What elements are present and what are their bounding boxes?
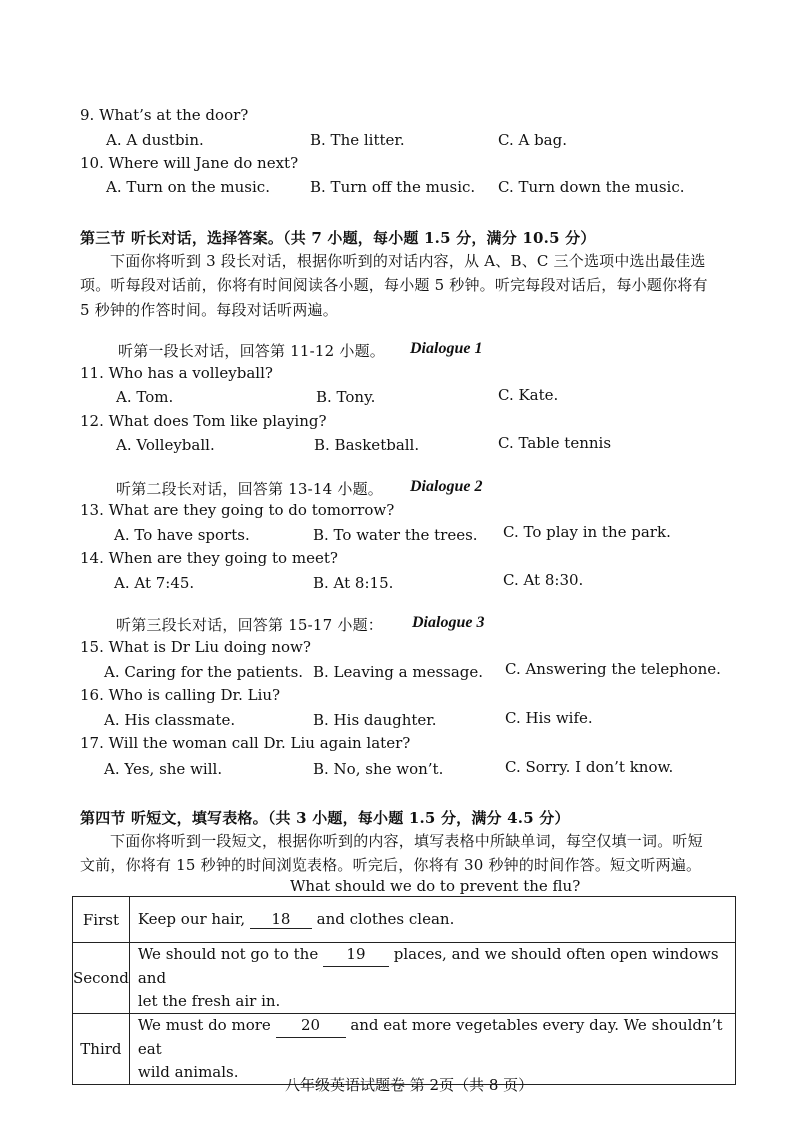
q15-option-c: C. Answering the telephone.	[505, 660, 721, 678]
q15-option-a: A. Caring for the patients.	[104, 663, 304, 681]
question-16: 16. Who is calling Dr. Liu?	[80, 686, 281, 704]
dialogue2-label: Dialogue 2	[410, 478, 483, 495]
row3-text-pre: We must do more	[137, 1016, 276, 1034]
table-row	[73, 897, 736, 943]
question-11: 11. Who has a volleyball?	[80, 364, 273, 382]
section4-heading: 第四节 听短文，填写表格。（共 3 小题，每小题 1.5 分，满分 4.5 分）	[80, 809, 570, 827]
q10-option-a: A. Turn on the music.	[106, 178, 270, 196]
q13-option-b: B. To water the trees.	[313, 526, 478, 544]
dialogue2-instruction: 听第二段长对话，回答第 13-14 小题。	[116, 480, 383, 498]
q10-option-c: C. Turn down the music.	[498, 178, 685, 196]
row-label-first: First	[73, 897, 130, 943]
section3-intro-line3: 5 秒钟的作答时间。每段对话听两遍。	[80, 301, 338, 319]
blank-20: 20	[276, 1014, 346, 1038]
dialogue3-instruction: 听第三段长对话，回答第 15-17 小题：	[116, 616, 383, 634]
section3-intro-line2: 项。听每段对话前，你将有时间阅读各小题，每小题 5 秒钟。听完每段对话后，每小题你将有	[80, 276, 708, 294]
row2-text-pre: We should not go to the	[137, 945, 323, 963]
q12-option-a: A. Volleyball.	[116, 436, 215, 454]
section3-heading: 第三节 听长对话，选择答案。（共 7 小题，每小题 1.5 分，满分 10.5 分）	[80, 229, 596, 247]
question-15: 15. What is Dr Liu doing now?	[80, 638, 311, 656]
q11-option-b: B. Tony.	[316, 388, 376, 406]
q16-option-a: A. His classmate.	[104, 711, 236, 729]
row-content-second	[129, 943, 735, 1014]
row-label-second: Second	[73, 943, 130, 1014]
q17-option-c: C. Sorry. I don’t know.	[505, 758, 674, 776]
q9-option-a: A. A dustbin.	[106, 131, 204, 149]
q13-option-a: A. To have sports.	[114, 526, 250, 544]
q13-option-c: C. To play in the park.	[503, 523, 671, 541]
q9-option-c: C. A bag.	[498, 131, 567, 149]
row1-text-pre: Keep our hair,	[137, 910, 250, 928]
dialogue1-instruction: 听第一段长对话，回答第 11-12 小题。	[118, 342, 385, 360]
row-label-third: Third	[73, 1014, 130, 1085]
dialogue1-label: Dialogue 1	[410, 340, 483, 357]
q14-option-a: A. At 7:45.	[114, 574, 195, 592]
q16-option-c: C. His wife.	[505, 709, 593, 727]
question-12: 12. What does Tom like playing?	[80, 412, 327, 430]
q11-option-a: A. Tom.	[116, 388, 174, 406]
q11-option-c: C. Kate.	[498, 386, 559, 404]
table-row	[73, 943, 736, 1014]
q10-option-b: B. Turn off the music.	[310, 178, 476, 196]
flu-prevention-table	[72, 896, 736, 1085]
q15-option-b: B. Leaving a message.	[313, 663, 484, 681]
section3-intro-line1: 下面你将听到 3 段长对话，根据你听到的对话内容，从 A、B、C 三个选项中选出最佳选	[110, 252, 706, 270]
q12-option-b: B. Basketball.	[314, 436, 420, 454]
q16-option-b: B. His daughter.	[313, 711, 437, 729]
blank-19: 19	[323, 943, 389, 967]
q14-option-b: B. At 8:15.	[313, 574, 394, 592]
table-title: What should we do to prevent the flu?	[290, 877, 581, 895]
section4-intro-line1: 下面你将听到一段短文，根据你听到的内容，填写表格中所缺单词，每空仅填一词。听短	[110, 832, 703, 850]
dialogue3-label: Dialogue 3	[412, 614, 485, 631]
question-17: 17. Will the woman call Dr. Liu again later?	[80, 734, 411, 752]
q9-option-b: B. The litter.	[310, 131, 405, 149]
row2-text-line2: let the fresh air in.	[137, 992, 281, 1010]
q12-option-c: C. Table tennis	[498, 434, 612, 452]
question-13: 13. What are they going to do tomorrow?	[80, 501, 395, 519]
question-10: 10. Where will Jane do next?	[80, 154, 299, 172]
row2-text-post: places, and we should often open windows and	[137, 945, 719, 987]
q17-option-b: B. No, she won’t.	[313, 760, 444, 778]
q14-option-c: C. At 8:30.	[503, 571, 584, 589]
section4-intro-line2: 文前，你将有 15 秒钟的时间浏览表格。听完后，你将有 30 秒钟的时间作答。短文听两遍。	[80, 856, 702, 874]
blank-18: 18	[250, 910, 312, 929]
row3-text-line2: wild animals.	[137, 1063, 239, 1081]
row1-text-post: and clothes clean.	[311, 910, 455, 928]
page-footer: 八年级英语试题卷 第 2页（共 8 页）	[285, 1076, 534, 1094]
question-9: 9. What’s at the door?	[80, 106, 249, 124]
q17-option-a: A. Yes, she will.	[104, 760, 223, 778]
row-content-first	[129, 897, 735, 943]
question-14: 14. When are they going to meet?	[80, 549, 338, 567]
row3-text-post: and eat more vegetables every day. We shouldn’t eat	[137, 1016, 723, 1058]
